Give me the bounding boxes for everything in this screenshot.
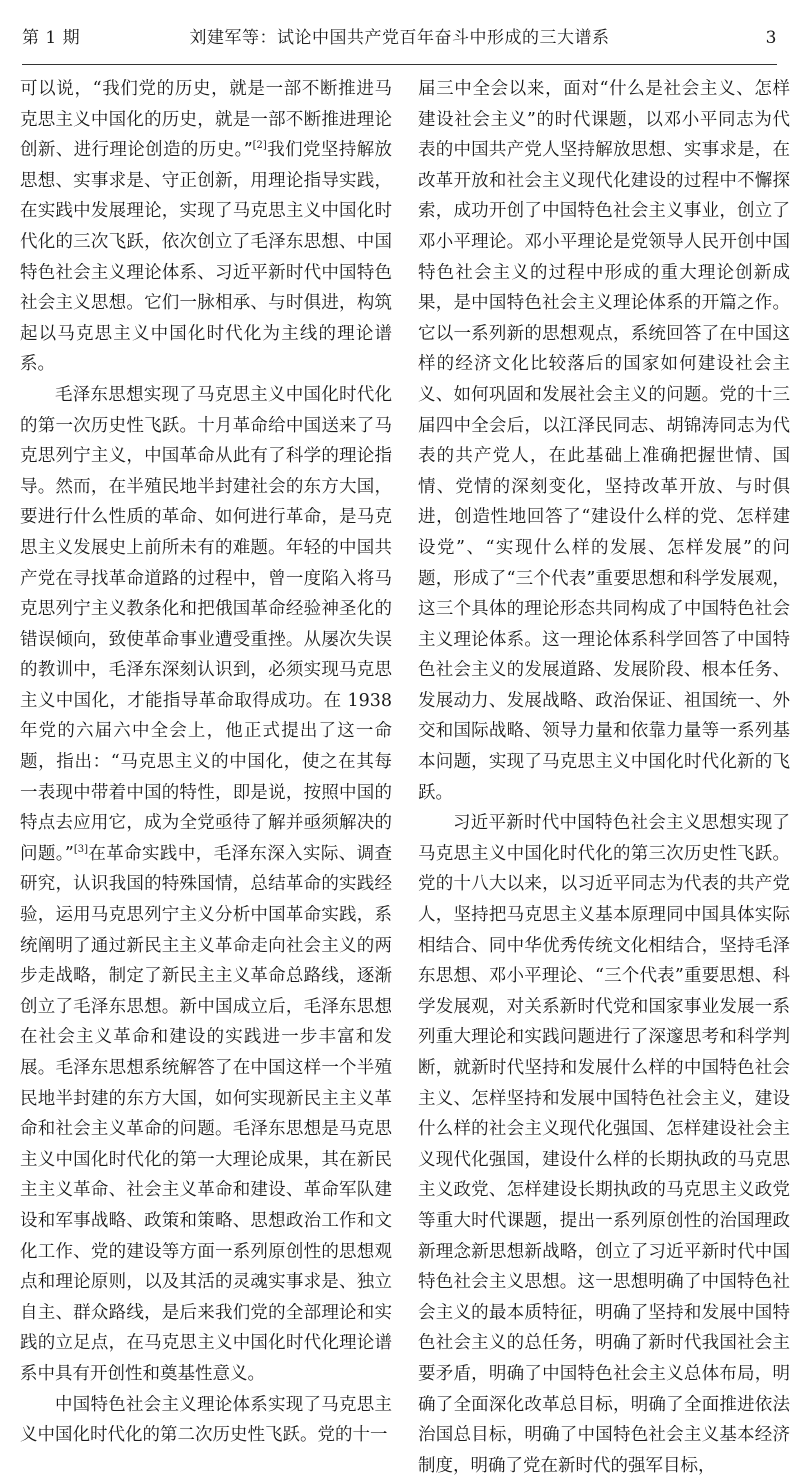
paragraph: 中国特色社会主义理论体系实现了马克思主义中国化时代化的第二次历史性飞跃。党的十一 — [20, 1394, 392, 1446]
text-run: 可以说，“我们党的历史，就是一部不断推进马克思主义中国化的历史，就是一部不断推进理论创新、进行理论创造的历史。” — [20, 79, 392, 161]
text-run: 毛泽东思想实现了马克思主义中国化时代化的第一次历史性飞跃。十月革命给中国送来了马克思列宁主义，中国革命从此有了科学的理论指导。然而，在半殖民地半封建社会的东方大国，要进行什么性质的革命、如何进行革命，是马克思主义发展史上前所未有的难题。年轻的中国共产党在寻找革命道路的过程中，曾一度陷入将马克思列宁主义教条化和把俄国革命经验神圣化的错误倾向，致使革命事业遭受重挫。从屡次失误的教训中，毛泽东深刻认识到，必须实现马克思主义中国化，才能指导革命取得成功。在 1938 年党的六届六中全会上，他正式提出了这一命题，指出：“马克思主义的中国化，使之在其每一表现中带着中国的特性，即是说，按照中国的特点去应用它，成为全党亟待了解并亟须解决的问题。” — [20, 384, 392, 864]
running-title: 刘建军等：试论中国共产党百年奋斗中形成的三大谱系 — [189, 28, 610, 48]
paragraph — [20, 74, 392, 380]
paragraph: 习近平新时代中国特色社会主义思想实现了马克思主义中国化时代化的第三次历史性飞跃。党的十八大以来，以习近平同志为代表的共产党人，坚持把马克思主义基本原理同中国具体实际相结合、同中华优秀传统文化相结合，坚持毛泽东思想、邓小平理论、“三个代表”重要思想、科学发展观，对关系新时代党和国家事业发展一系列重大理论和实践问题进行了深邃思考和科学判断，就新时代坚持和发展什么样的中国特色社会主义、怎样坚持和发展中国特色社会主义，建设什么样的社会主义现代化强国、怎样建设社会主义现代化强国，建设什么样的长期执政的马克思主义政党、怎样建设长期执政的马克思主义政党等重大时代课题，提出一系列原创性的治国理政新理念新思想新战略，创立了习近平新时代中国特色社会主义思想。这一思想明确了中国特色社会主义的最本质特征，明确了坚持和发展中国特色社会主义的总任务，明确了新时代我国社会主要矛盾，明确了中国特色社会主义总体布局，明确了全面深化改革总目标，明确了全面推进依法治国总目标，明确了中国特色社会主义基本经济制度，明确了党在新时代的强军目标， — [418, 813, 790, 1476]
citation-ref: [3] — [73, 844, 89, 856]
paragraph — [20, 380, 392, 1390]
running-header — [22, 24, 777, 65]
text-run: 我们党坚持解放思想、实事求是、守正创新，用理论指导实践，在实践中发展理论，实现了马克思主义中国化时代化的三次飞跃，依次创立了毛泽东思想、中国特色社会主义理论体系、习近平新时代中国特色社会主义思想。它们一脉相承、与时俱进，构筑起以马克思主义中国化时代化为主线的理论谱系。 — [20, 140, 392, 375]
page-number: 3 — [765, 28, 777, 48]
left-column — [20, 74, 392, 1451]
citation-ref: [2] — [252, 140, 267, 152]
paragraph: 届三中全会以来，面对“什么是社会主义、怎样建设社会主义”的时代课题，以邓小平同志为代表的中国共产党人坚持解放思想、实事求是，在改革开放和社会主义现代化建设的过程中不懈探索，成功开创了中国特色社会主义事业，创立了邓小平理论。邓小平理论是党领导人民开创中国特色社会主义的过程中形成的重大理论创新成果，是中国特色社会主义理论体系的开篇之作。它以一系列新的思想观点，系统回答了在中国这样的经济文化比较落后的国家如何建设社会主义、如何巩固和发展社会主义的问题。党的十三届四中全会后，以江泽民同志、胡锦涛同志为代表的共产党人，在此基础上准确把握世情、国情、党情的深刻变化，坚持改革开放、与时俱进，创造性地回答了“建设什么样的党、怎样建设党”、“实现什么样的发展、怎样发展”的问题，形成了“三个代表”重要思想和科学发展观，这三个具体的理论形态共同构成了中国特色社会主义理论体系。这一理论体系科学回答了中国特色社会主义的发展道路、发展阶段、根本任务、发展动力、发展战略、政治保证、祖国统一、外交和国际战略、领导力量和依靠力量等一系列基本问题，实现了马克思主义中国化时代化新的飞跃。 — [418, 79, 790, 803]
right-column — [418, 74, 790, 1481]
text-run: 在革命实践中，毛泽东深入实际、调查研究，认识我国的特殊国情，总结革命的实践经验，运用马克思列宁主义分析中国革命实践，系统阐明了通过新民主主义革命走向社会主义的两步走战略，制定了新民主主义革命总路线，逐渐创立了毛泽东思想。新中国成立后，毛泽东思想在社会主义革命和建设的实践进一步丰富和发展。毛泽东思想系统解答了在中国这样一个半殖民地半封建的东方大国，如何实现新民主主义革命和社会主义革命的问题。毛泽东思想是马克思主义中国化时代化的第一大理论成果，其在新民主主义革命、社会主义革命和建设、革命军队建设和军事战略、政策和策略、思想政治工作和文化工作、党的建设等方面一系列原创性的思想观点和理论原则，以及其活的灵魂实事求是、独立自主、群众路线，是后来我们党的全部理论和实践的立足点，在马克思主义中国化时代化理论谱系中具有开创性和奠基性意义。 — [20, 843, 392, 1384]
issue-label: 第 1 期 — [22, 28, 81, 48]
